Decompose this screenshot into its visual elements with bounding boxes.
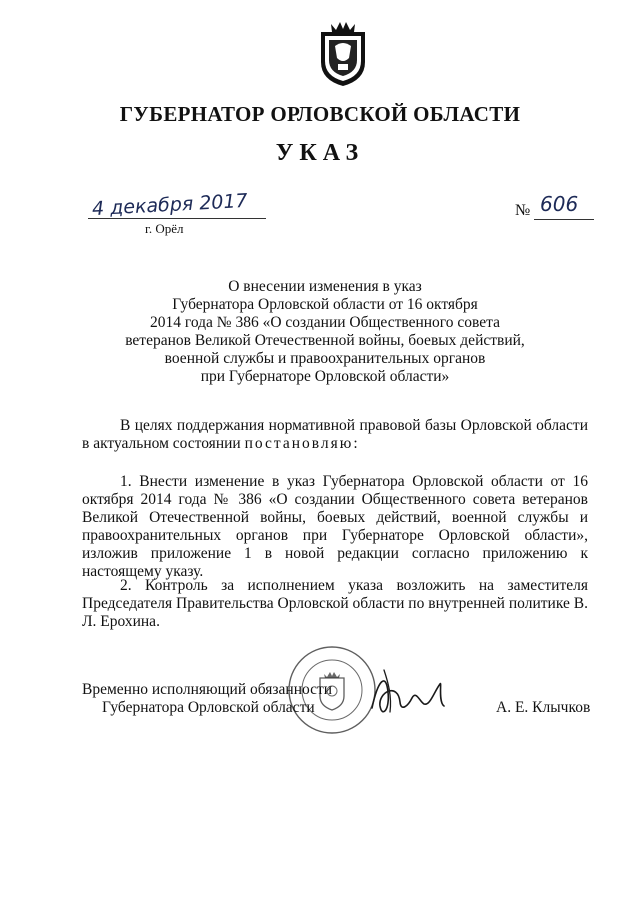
decree-item-2: 2. Контроль за исполнением указа возложить на заместителя Председателя Правительства Орловской области по внутренней политике В. Л. Ерохина.: [82, 577, 588, 630]
preamble-text: В целях поддержания нормативной правовой базы Орловской области в актуальном состоянии: [82, 417, 588, 452]
decree-item-1: 1. Внести изменение в указ Губернатора Орловской области от 16 октября 2014 года № 386 «О создании Общественного совета ветеранов Великой Отечественной войны, боевых действий, военной службы и правоохранительных органов при Губернаторе Орловской области», изложив приложение 1 в новой редакции согласно приложению к настоящему указу.: [82, 473, 588, 580]
document-type-title: УКАЗ: [275, 140, 365, 166]
decree-title: [120, 278, 530, 386]
coat-of-arms-emblem: [316, 18, 370, 88]
preamble-tail: :: [353, 435, 358, 452]
title-line: О внесении изменения в указ: [228, 278, 422, 295]
number-underline: [534, 219, 594, 220]
handwritten-date: 4 декабря 2017: [91, 189, 249, 221]
date-underline: [88, 218, 266, 219]
title-line: при Губернаторе Орловской области»: [200, 368, 450, 385]
handwritten-signature: [368, 662, 448, 724]
preamble-paragraph: [82, 417, 588, 453]
signatory-role-line2: Губернатора Орловской области: [102, 699, 315, 716]
issuer-heading: ГУБЕРНАТОР ОРЛОВСКОЙ ОБЛАСТИ: [119, 102, 521, 126]
signatory-name: А. Е. Клычков: [496, 699, 591, 716]
number-sign: №: [515, 202, 531, 219]
title-line: ветеранов Великой Отечественной войны, боевых действий,: [125, 332, 525, 349]
title-line: военной службы и правоохранительных органов: [164, 350, 486, 367]
handwritten-number: 606: [540, 192, 579, 216]
title-line: 2014 года № 386 «О создании Общественного совета: [150, 314, 500, 331]
decree-verb: постановляю: [244, 435, 354, 452]
city-label: г. Орёл: [145, 221, 184, 236]
signatory-role-line1: Временно исполняющий обязанности: [82, 681, 333, 698]
title-line: Губернатора Орловской области от 16 октября: [172, 296, 478, 313]
